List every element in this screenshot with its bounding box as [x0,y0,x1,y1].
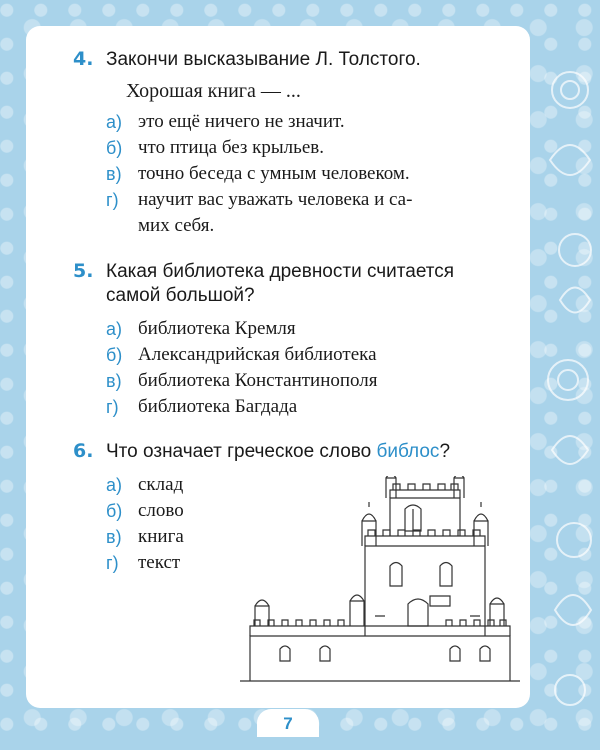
option-letter: б) [106,345,123,365]
question-text-end: ? [439,441,451,462]
option-letter: а) [106,112,123,132]
option-text: это ещё ничего не значит. [138,111,345,132]
answer-option[interactable] [106,161,520,187]
option-text: слово [138,500,184,521]
keyword: библос [376,441,440,462]
answer-option[interactable] [106,187,520,213]
option-letter: в) [106,527,122,547]
question-text-start: Что означает греческое слово [106,441,377,462]
option-text: Александрийская библиотека [138,344,377,365]
question-number: 6. [73,440,94,462]
answer-option[interactable] [106,109,520,135]
question-text-line-2: самой большой? [106,285,255,306]
page-number: 7 [257,709,319,737]
option-letter: а) [106,319,123,339]
option-letter: в) [106,164,122,184]
answer-option-continuation [106,213,520,239]
question-4 [74,48,520,239]
option-text: что птица без крыльев. [138,137,324,158]
question-text: Закончи высказывание Л. Толстого. [106,49,421,70]
option-text: книга [138,526,184,547]
option-text: точно беседа с умным человеком. [138,163,410,184]
answer-option[interactable] [106,342,520,368]
quote-text: Хорошая книга — ... [126,80,301,102]
question-number: 5. [73,260,94,282]
option-text: текст [138,552,181,573]
answer-option[interactable] [106,135,520,161]
option-letter: б) [106,501,123,521]
option-text: склад [138,474,184,495]
option-letter: в) [106,371,122,391]
question-text [106,440,520,464]
option-letter [106,213,138,239]
answer-option[interactable] [106,368,520,394]
option-letter: г) [106,397,119,417]
answer-options [106,109,520,239]
answer-options [106,316,520,420]
option-letter: а) [106,475,123,495]
tower-illustration [240,476,520,686]
option-text: библиотека Багдада [138,396,298,417]
question-text-line-1: Какая библиотека древности считается [106,261,455,282]
floral-ornament [530,0,600,750]
question-number: 4. [73,48,94,70]
answer-option[interactable] [106,316,520,342]
question-5 [74,260,520,420]
option-text: мих себя. [138,215,215,236]
answer-option[interactable] [106,394,520,420]
option-letter: г) [106,190,119,210]
option-letter: б) [106,138,123,158]
option-letter: г) [106,553,119,573]
option-text: библиотека Константинополя [138,370,378,391]
option-text: научит вас уважать человека и са- [138,189,413,210]
option-text: библиотека Кремля [138,318,296,339]
